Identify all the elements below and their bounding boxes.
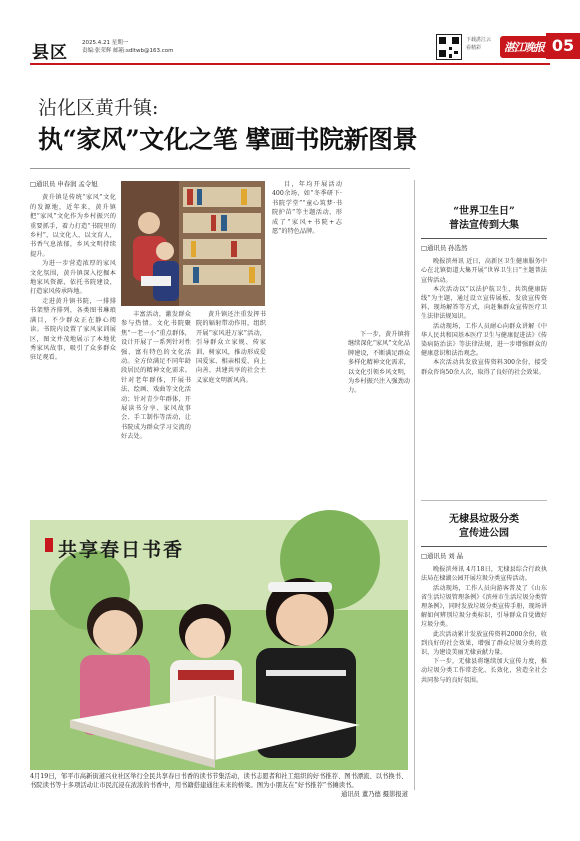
sidebar-paragraph: 本次活动共发放宣传资料300余份，接受群众咨询50余人次，取得了良好的社会效果。 xyxy=(421,359,547,376)
sidebar-story2-title-line2: 宣传进公园 xyxy=(459,528,509,539)
article-column-1 xyxy=(30,180,116,363)
sidebar-paragraph: 活动现场，工作人员向游客普及了《山东省生活垃圾管理条例》《滨州市生活垃圾分类管理条例》，同时发放垃圾分类宣传手册，现场讲解如何辨别垃圾分类标识，引导群众自觉做好垃圾分类。 xyxy=(421,584,547,629)
article-paragraph: 黄升镇是传统“家风”文化的发源地，近年来，黄升镇把“家风”文化作为乡村振兴的重要抓手，着力打造“书院里的乡村”，以文化人、以文育人，书香气息浓郁，乡风文明持续提升。 xyxy=(30,194,116,258)
article-column-4 xyxy=(272,180,342,236)
sidebar-paragraph: 下一步，无棣县将继续加大宣传力度，推动垃圾分类工作常态化、长效化，营造全社会共同参与的良好氛围。 xyxy=(421,658,547,684)
article-paragraph: 走进黄升镇书院，一排排书架整齐排列，各类图书琳琅满目，不少群众正在静心阅读。书院内设置了家风家训展区，图文并茂地展示了本地优秀家风故事，吸引了众多群众驻足观看。 xyxy=(30,297,116,362)
headline-rule xyxy=(30,168,410,169)
section-name: 县区 xyxy=(32,43,68,63)
header-note-1: 下载湛江云 xyxy=(466,37,492,43)
article-column-5 xyxy=(348,330,410,396)
sidebar-story2-byline: □通讯员 刘 晶 xyxy=(421,552,464,560)
sidebar-story2-rule xyxy=(421,546,547,547)
page-header xyxy=(30,34,575,64)
article-column-3 xyxy=(196,310,266,385)
qr-code-icon xyxy=(436,34,462,60)
article-paragraph: 目，年均开展活动400余场，如“冬季研下·书院学堂”“童心筑梦·书院护苗”等主题活动，形成了“家风+书院+志愿”的特色品牌。 xyxy=(272,181,342,236)
article-byline: □通讯员 申春润 孟令旭 xyxy=(30,180,98,188)
photo-caption-text: 4月19日，邹平市高新街道兴业社区举行全民共享春日书香的读书节集活动，读书志愿者和社工组织的好书推荐、图书漂流、以书换书、书院读书等十多项活动让市民沉浸在浓浓的书香中，用书籍搭建通往未来的桥梁。图为小朋友在“好书推荐”书摊读书。 xyxy=(30,773,408,789)
sidebar-story1-rule xyxy=(421,238,547,239)
masthead-logo xyxy=(500,36,550,58)
sidebar-paragraph: 本次活动以“以法护航卫生，共筑健康防线”为主题，通过设立宣传展板、发放宣传资料、现场解答等方式，向赶集群众宣传医疗卫生法律法规知识。 xyxy=(421,285,547,321)
sidebar-paragraph: 晚报滨州讯 近日，高新区卫生健康服务中心在北镇街道大集开展“世界卫生日”主题普法宣传活动。 xyxy=(421,258,547,284)
photo-title-bar xyxy=(45,538,53,552)
sidebar-separator xyxy=(421,500,547,501)
article-paragraph: 黄升镇还注重发挥书院的辐射带动作用，组织开展“家风进万家”活动，引导群众立家规、传家训、树家风，推动形成爱国爱家、相亲相爱、向上向善、共建共享的社会主义家庭文明新风尚。 xyxy=(196,311,266,384)
article-photo-library xyxy=(121,181,265,306)
sidebar-story2-body xyxy=(421,552,547,685)
feature-photo-reading xyxy=(30,520,408,770)
sidebar-paragraph: 晚报滨州讯 4月18日，无棣县综合行政执法局在棣湖公园开展垃圾分类宣传活动。 xyxy=(421,566,547,583)
photo-credit: 通讯员 董乃德 摄影报道 xyxy=(341,791,408,798)
photo-title: 共享春日书香 xyxy=(58,539,185,561)
article-paragraph: 下一步，黄升镇将继续深化“家风”文化品牌建设，不断满足群众多样化精神文化需求，以文化引领乡风文明，为乡村振兴注入强劲动力。 xyxy=(348,331,411,395)
header-date: 2025.4.21 星期一 xyxy=(82,40,129,46)
sidebar-story1-byline: □通讯员 孙选然 xyxy=(421,244,468,252)
article-paragraph: 丰富活动，激发群众参与热情。文化书院聚焦“一老一小”重点群体，设计开展了一系列针对性强、富有特色的文化活动。全方位满足不同年龄段居民的精神文化需求。针对老年群体，开展书法、绘画、戏曲等文化活动；针对青少年群体，开展读书分享、家风故事会、手工制作等活动，让书院成为群众学习交流的好去处。 xyxy=(121,311,191,441)
sidebar-story1-title-line2: 普法宣传到大集 xyxy=(449,220,519,231)
header-editor: 责编:张荣辉 邮箱:sdltwb@163.com xyxy=(82,48,174,54)
header-meta xyxy=(82,39,173,55)
header-notes xyxy=(466,36,491,52)
sidebar-story1-body xyxy=(421,244,547,377)
article-kicker: 沾化区黄升镇: xyxy=(38,97,159,119)
photo-caption xyxy=(30,772,408,799)
sidebar-story1-title xyxy=(421,205,547,233)
sidebar-divider xyxy=(414,180,415,790)
article-paragraph: 为进一步营造浓厚的家风文化氛围，黄升镇深入挖掘本地家风资源，依托书院建设，打造家风传承阵地。 xyxy=(30,260,116,296)
article-headline: 执“家风”文化之笔 擘画书院新图景 xyxy=(38,125,417,154)
sidebar-paragraph: 此次活动累计发放宣传资料2000余份，收到良好的社会效果，增强了群众垃圾分类的意识，为建设美丽无棣贡献力量。 xyxy=(421,630,547,657)
sidebar-story1-title-line1: “世界卫生日” xyxy=(453,206,515,217)
header-note-2: 看精彩 xyxy=(466,45,482,51)
article-column-2 xyxy=(121,310,191,442)
sidebar-paragraph: 活动现场，工作人员耐心向群众讲解《中华人民共和国基本医疗卫生与健康促进法》《传染病防治法》等法律法规，进一步增强群众的健康意识和法治观念。 xyxy=(421,322,547,358)
page-number: 05 xyxy=(546,33,580,59)
header-rule xyxy=(30,63,550,65)
sidebar-story2-title xyxy=(421,513,547,541)
sidebar-story2-title-line1: 无棣县垃圾分类 xyxy=(449,514,519,525)
masthead-brand: 湛江晚报 xyxy=(504,41,544,54)
